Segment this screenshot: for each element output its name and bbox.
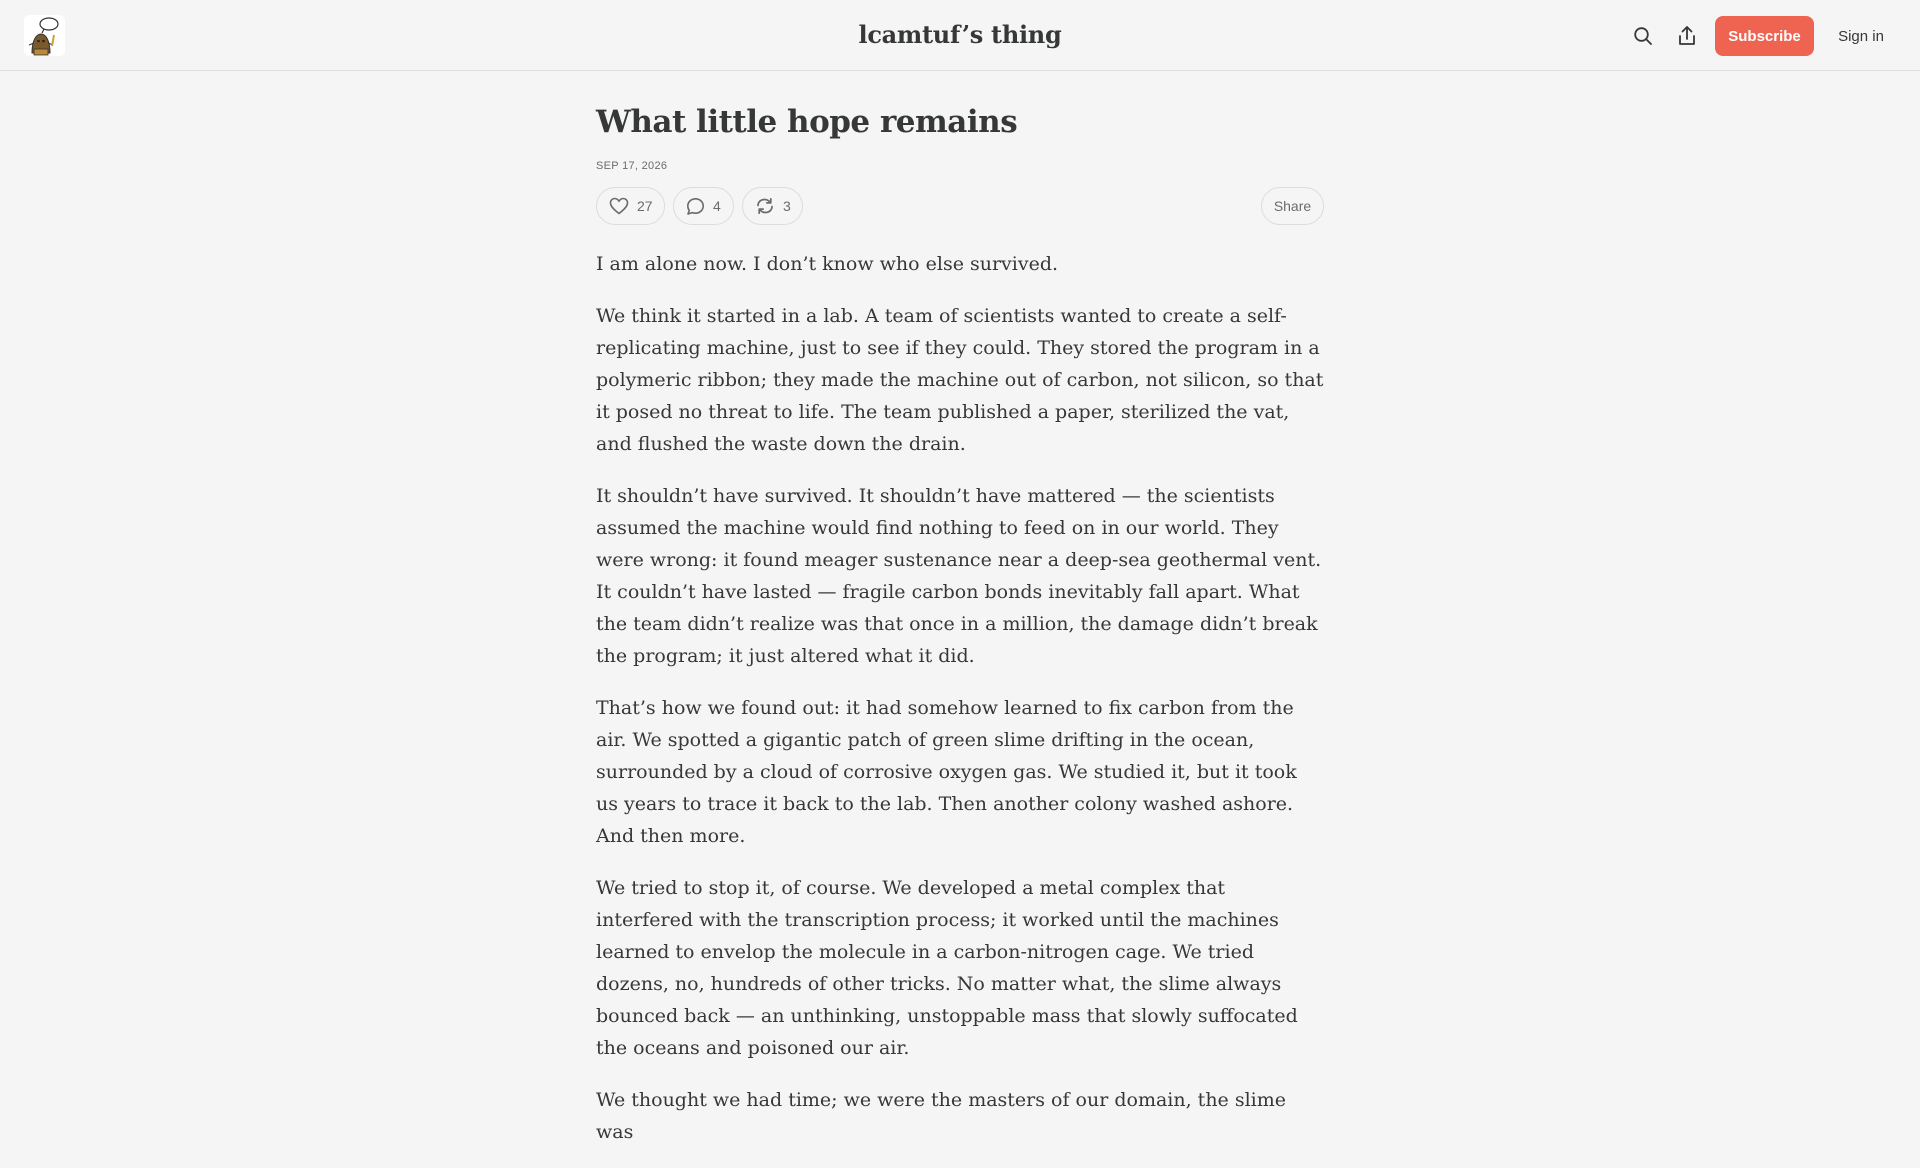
body-paragraph: We tried to stop it, of course. We developed a metal complex that interfered with the transcription process; it worked until the machines learned to envelop the molecule in a carbon-nitrogen cage. We tried dozens, no, hundreds of other tricks. No matter what, the slime always bounced back — an unthinking, unstoppable mass that slowly suffocated the oceans and poisoned our air.: [596, 877, 1298, 1059]
site-title[interactable]: lcamtuf’s thing: [858, 20, 1062, 49]
comment-button[interactable]: [673, 187, 734, 225]
body-paragraph: That’s how we found out: it had somehow learned to fix carbon from the air. We spotted a gigantic patch of green slime drifting in the ocean, surrounded by a cloud of corrosive oxygen gas. We studied it, but it took us years to trace it back to the lab. Then another colony washed ashore. And then more.: [596, 697, 1297, 847]
share-button[interactable]: Share: [1261, 187, 1324, 225]
body-paragraph: I am alone now. I don’t know who else survived.: [596, 253, 1059, 275]
like-count: 27: [637, 198, 653, 214]
restack-count: 3: [783, 198, 791, 214]
body-paragraph: It shouldn’t have survived. It shouldn’t have mattered — the scientists assumed the machine would find nothing to feed on in our world. They were wrong: it found meager sustenance near a deep-sea geothermal vent. It couldn’t have lasted — fragile carbon bonds inevitably fall apart. What the team didn’t realize was that once in a million, the damage didn’t break the program; it just altered what it did.: [596, 485, 1322, 667]
restack-icon: [755, 197, 775, 215]
heart-icon: [609, 197, 629, 215]
post-actions-bar: [596, 187, 1324, 227]
body-paragraph: We think it started in a lab. A team of scientists wanted to create a self-replicating machine, just to see if they could. They stored the program in a polymeric ribbon; they made the machine out of carbon, not silicon, so that it posed no threat to life. The team published a paper, sterilized the vat, and flushed the waste down the drain.: [596, 305, 1324, 455]
logo-icon[interactable]: [24, 15, 65, 56]
post-date: SEP 17, 2026: [596, 160, 668, 172]
comment-count: 4: [713, 198, 721, 214]
share-upload-icon[interactable]: [1673, 22, 1701, 50]
comment-bubble-icon: [686, 197, 705, 216]
search-icon[interactable]: [1629, 22, 1657, 50]
subscribe-button[interactable]: Subscribe: [1715, 16, 1814, 56]
top-navigation-bar: [0, 0, 1920, 71]
post-body: [596, 248, 1324, 1148]
post-title: What little hope remains: [596, 104, 1018, 140]
sign-in-button[interactable]: Sign in: [1838, 27, 1884, 45]
restack-button[interactable]: [742, 187, 803, 225]
post-article: [596, 71, 1324, 1168]
like-button[interactable]: [596, 187, 665, 225]
body-paragraph: We thought we had time; we were the masters of our domain, the slime was: [596, 1089, 1287, 1143]
